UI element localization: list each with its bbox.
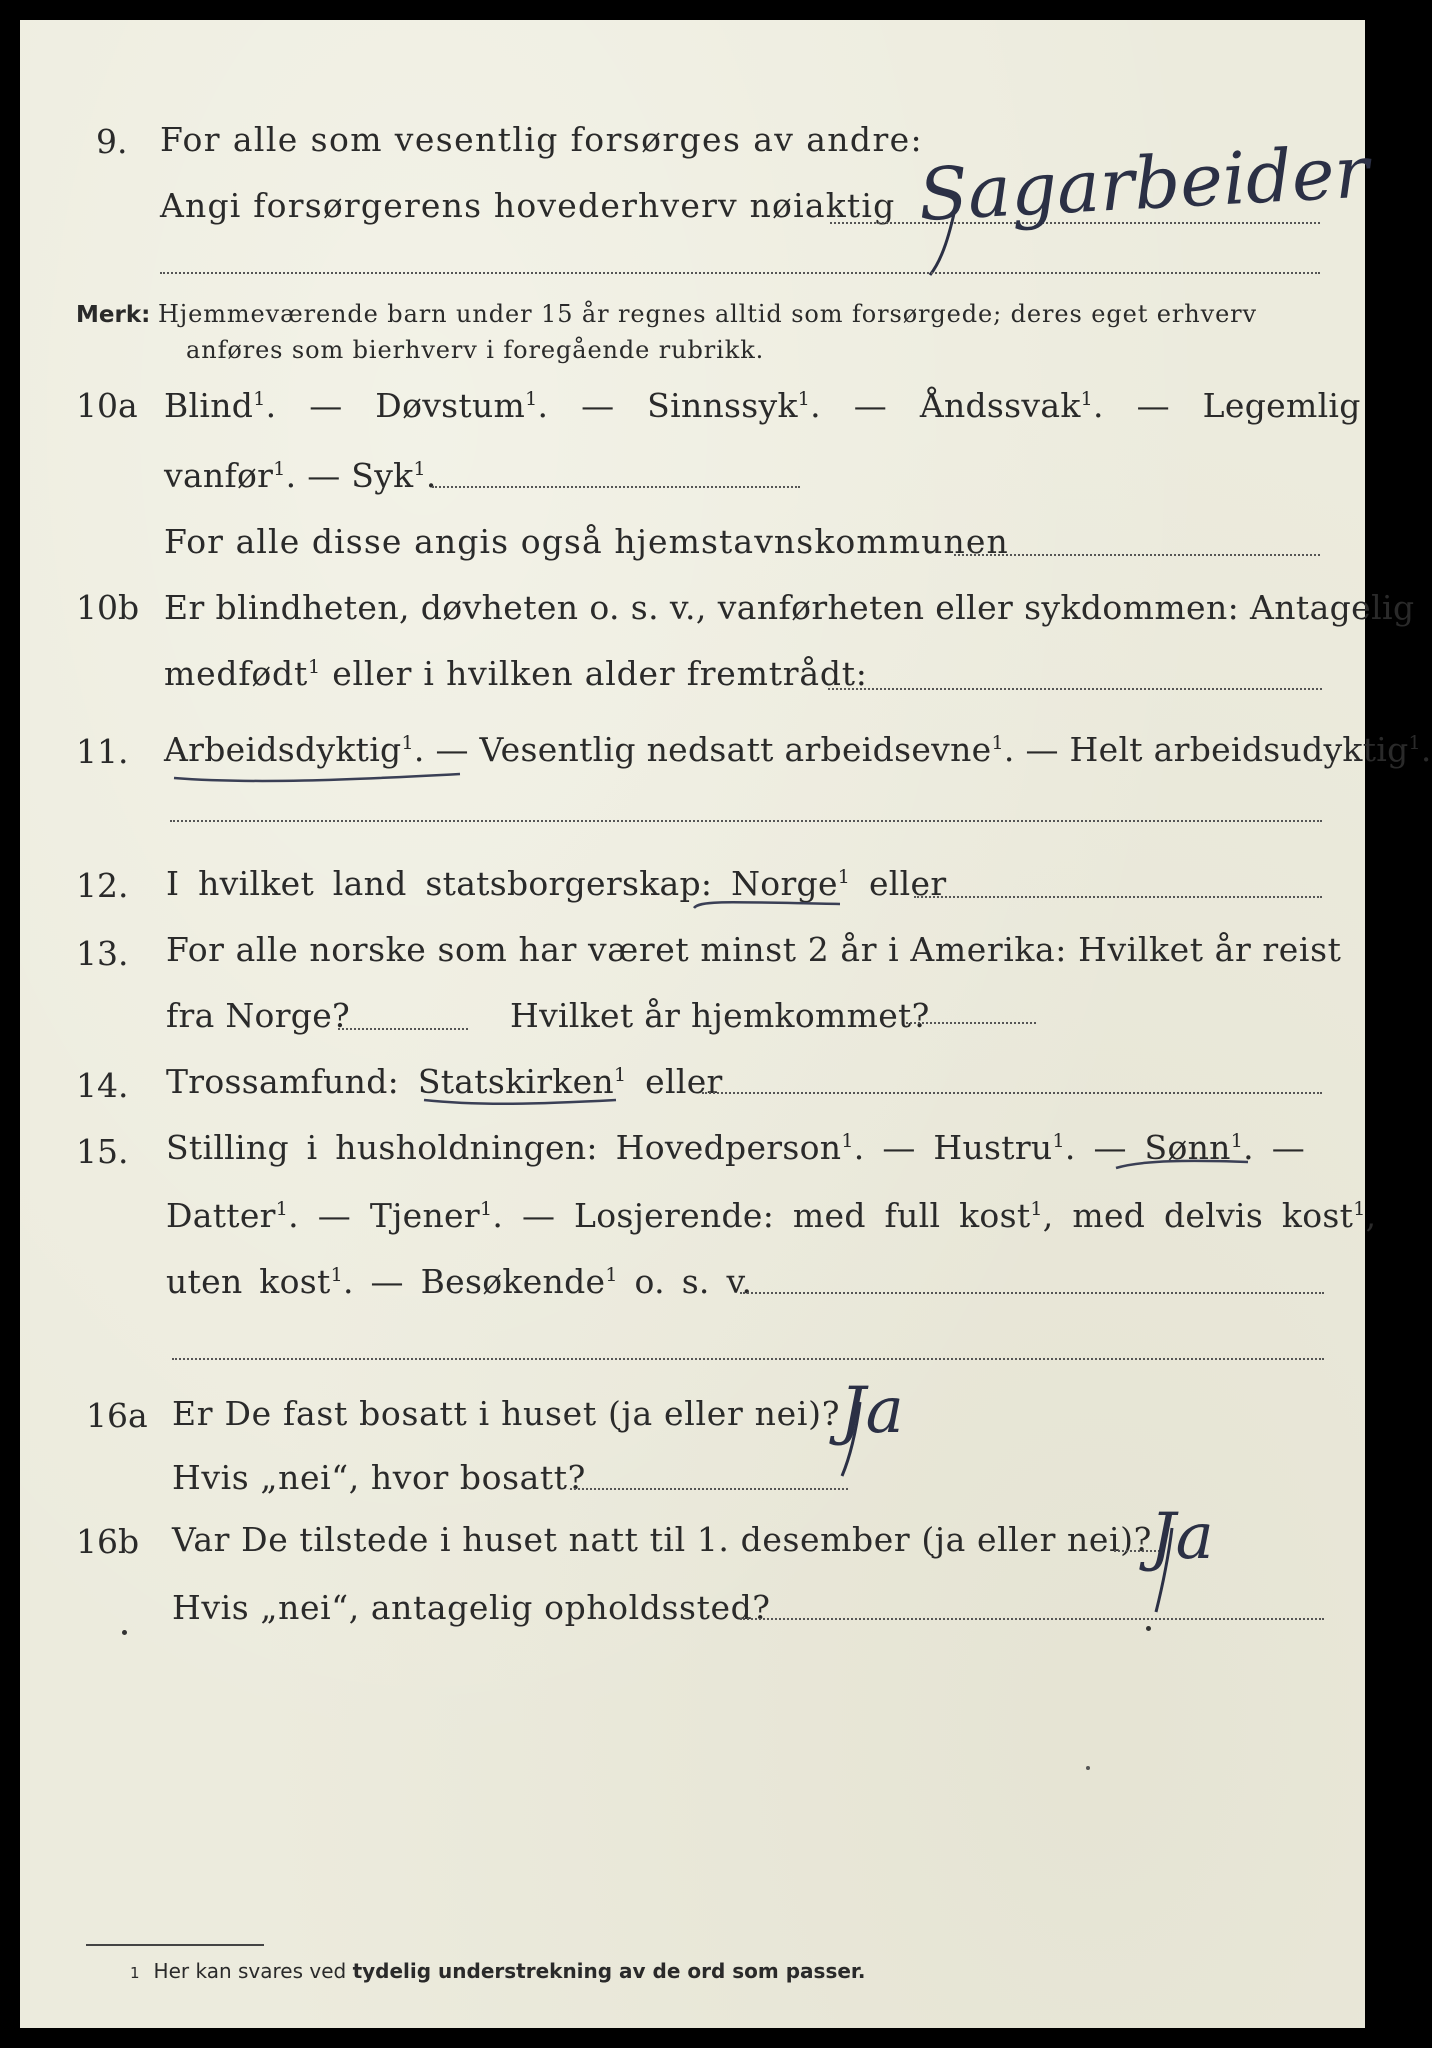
- q15-separator: [172, 1358, 1324, 1360]
- q16a-line2: Hvis „nei“, hvor bosatt?: [172, 1458, 586, 1497]
- q14-line1: Trossamfund: Statskirken$^1$ eller: [166, 1062, 723, 1101]
- q12-number: 12.: [76, 866, 129, 905]
- q16a-bosatt-line: [570, 1488, 848, 1490]
- q9-line2: Angi forsørgerens hovederhverv nøiaktig: [160, 186, 896, 225]
- q16a-line1: Er De fast bosatt i huset (ja eller nei)?: [172, 1394, 841, 1433]
- ink-dot: [1146, 1626, 1151, 1631]
- q11-line1: Arbeidsdyktig$^1$. — Vesentlig nedsatt arbeidsevne$^1$. — Helt arbeidsudyktig$^1$.: [164, 730, 1432, 769]
- q16b-line2: Hvis „nei“, antagelig opholdssted?: [172, 1588, 771, 1627]
- svg-text:Ja: Ja: [1150, 1500, 1214, 1574]
- svg-text:Ja: Ja: [840, 1374, 904, 1448]
- q15-line2: Datter$^1$. — Tjener$^1$. — Losjerende: med full kost$^1$, med delvis kost$^1$,: [166, 1196, 1377, 1235]
- q15-line1: Stilling i husholdningen: Hovedperson$^1$. — Hustru$^1$. — Sønn$^1$. —: [166, 1128, 1305, 1167]
- q15-line3: uten kost$^1$. — Besøkende$^1$ o. s. v.: [166, 1262, 753, 1301]
- q16b-handwritten-answer: [1130, 1500, 1310, 1620]
- q10a-answer-line: [432, 486, 800, 488]
- footnote: 1 Her kan svares ved tydelig understrekning av de ord som passer.: [130, 1959, 866, 1983]
- q15-number: 15.: [76, 1132, 129, 1171]
- q13-hjemkommet-line: [906, 1022, 1036, 1024]
- q13-number: 13.: [76, 934, 129, 973]
- q16b-opholdssted-line: [740, 1618, 1324, 1620]
- q16a-number: 16a: [86, 1396, 148, 1435]
- q13-line1: For alle norske som har været minst 2 år i Amerika: Hvilket år reist: [166, 930, 1342, 969]
- q10a-line3: For alle disse angis også hjemstavnskommunen: [164, 522, 1009, 561]
- q10b-line1: Er blindheten, døvheten o. s. v., vanførheten eller sykdommen: Antagelig: [164, 588, 1415, 627]
- q13-line2b: Hvilket år hjemkommet?: [510, 996, 930, 1035]
- q14-number: 14.: [76, 1066, 129, 1105]
- footnote-rule: [86, 1944, 264, 1946]
- q11-number: 11.: [76, 732, 129, 771]
- q16a-handwritten-answer: [820, 1372, 1000, 1482]
- census-form-page: [20, 20, 1432, 2028]
- ink-dot: [122, 1630, 127, 1635]
- svg-text:Sagarbeider: Sagarbeider: [916, 129, 1371, 237]
- merk-line2: anføres som bierhverv i foregående rubrikk.: [186, 336, 765, 364]
- q13-line2a: fra Norge?: [166, 996, 351, 1035]
- q16b-line1: Var De tilstede i huset natt til 1. desember (ja eller nei)?: [172, 1520, 1152, 1559]
- merk-line1: [76, 298, 1257, 331]
- q10b-number: 10b: [76, 588, 140, 627]
- q14-underline-mark: [420, 1090, 620, 1114]
- q10a-line2: vanfør$^1$. — Syk$^1$.: [164, 456, 437, 495]
- merk-text-1: Hjemmeværende barn under 15 år regnes alltid som forsørgede; deres eget erhverv: [157, 300, 1258, 328]
- q12-underline-mark: [690, 890, 850, 920]
- q15-answer-line: [740, 1292, 1324, 1294]
- q12-line1: I hvilket land statsborgerskap: Norge$^1$ eller: [166, 864, 947, 903]
- q11-underline-mark: [170, 768, 470, 788]
- ink-dot: [1086, 1766, 1090, 1770]
- q13-reist-line: [338, 1028, 468, 1030]
- q9-line1: For alle som vesentlig forsørges av andre:: [160, 120, 924, 159]
- q15-underline-mark: [1112, 1152, 1252, 1176]
- q12-answer-line: [914, 896, 1322, 898]
- q10a-line1: Blind$^1$. — Døvstum$^1$. — Sinnssyk$^1$. — Åndssvak$^1$. — Legemlig: [164, 386, 1361, 425]
- q9-number: 9.: [96, 122, 128, 161]
- q9-separator: [160, 272, 1320, 274]
- q9-handwritten-answer: [916, 125, 1371, 285]
- q16b-number: 16b: [76, 1522, 140, 1561]
- q14-answer-line: [702, 1092, 1322, 1094]
- q10a-number: 10a: [76, 386, 138, 425]
- q10b-answer-line: [828, 688, 1322, 690]
- q10b-line2: medfødt$^1$ eller i hvilken alder fremtrådt:: [164, 654, 868, 693]
- q11-separator: [170, 820, 1322, 822]
- merk-label: Merk:: [76, 302, 151, 328]
- q10a-hjemstavn-line: [954, 554, 1320, 556]
